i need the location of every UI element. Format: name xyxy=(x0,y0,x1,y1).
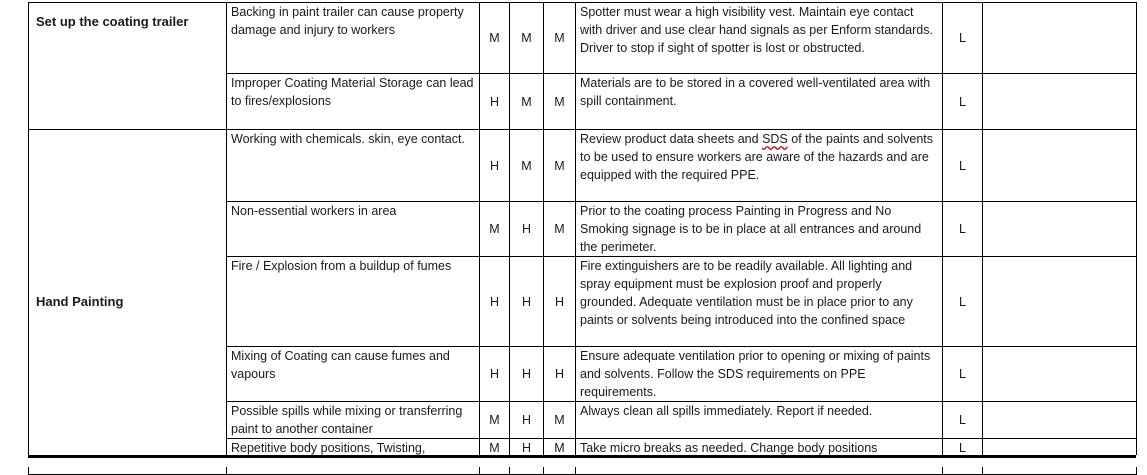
hazard-cell: Working with chemicals. skin, eye contact. xyxy=(227,130,480,202)
control-measure-cell: Spotter must wear a high visibility vest. Maintain eye contact with driver and use clear hand signals as per Enform standards. Driver to stop if sight of spotter is lost or obstructed. xyxy=(576,3,943,74)
blank-cell xyxy=(983,257,1137,347)
probability-rating: M xyxy=(510,74,544,130)
hazard-cell: Non-essential workers in area xyxy=(227,202,480,257)
control-measure-cell: Fire extinguishers are to be readily available. All lighting and spray equipment must be explosion proof and properly grounded. Adequate ventilation must be in place prior to any paints or solvents being introduced into the confined space xyxy=(576,257,943,347)
residual-risk-rating: L xyxy=(943,3,983,74)
severity-rating: H xyxy=(480,257,510,347)
severity-rating: M xyxy=(480,402,510,439)
risk-rating: M xyxy=(544,402,576,439)
residual-risk-rating: L xyxy=(943,74,983,130)
risk-rating: M xyxy=(544,74,576,130)
control-measure-cell: Take micro breaks as needed. Change body positions xyxy=(576,439,943,475)
control-measure-cell: Ensure adequate ventilation prior to opening or mixing of paints and solvents. Follow the SDS requirements on PPE requirements. xyxy=(576,347,943,402)
control-text: of the paints and solvents to be used to ensure workers are aware of the hazards and are equipped with the required PPE. xyxy=(580,132,933,182)
severity-rating: M xyxy=(480,202,510,257)
blank-cell xyxy=(983,402,1137,439)
probability-rating: M xyxy=(510,3,544,74)
residual-risk-rating: L xyxy=(943,130,983,202)
severity-rating: H xyxy=(480,130,510,202)
hazard-assessment-table xyxy=(28,2,1137,475)
probability-rating: H xyxy=(510,402,544,439)
severity-rating: M xyxy=(480,439,510,475)
task-step-cell: Hand Painting xyxy=(29,130,227,475)
blank-cell xyxy=(983,130,1137,202)
probability-rating: M xyxy=(510,130,544,202)
bottom-border xyxy=(28,455,1136,458)
risk-rating: M xyxy=(544,3,576,74)
hazard-cell: Backing in paint trailer can cause property damage and injury to workers xyxy=(227,3,480,74)
hazard-cell: Mixing of Coating can cause fumes and vapours xyxy=(227,347,480,402)
probability-rating: H xyxy=(510,347,544,402)
control-text: Review product data sheets and xyxy=(580,132,763,146)
severity-rating: H xyxy=(480,74,510,130)
task-step-cell: Set up the coating trailer xyxy=(29,3,227,130)
control-measure-cell: Prior to the coating process Painting in Progress and No Smoking signage is to be in place at all entrances and around the perimeter. xyxy=(576,202,943,257)
table-row xyxy=(29,3,1137,74)
risk-rating: M xyxy=(544,202,576,257)
probability-rating: H xyxy=(510,202,544,257)
risk-rating: H xyxy=(544,347,576,402)
blank-cell xyxy=(983,347,1137,402)
severity-rating: M xyxy=(480,3,510,74)
probability-rating: H xyxy=(510,439,544,475)
hazard-cell: Improper Coating Material Storage can lead to fires/explosions xyxy=(227,74,480,130)
hazard-cell: Repetitive body positions, Twisting, xyxy=(227,439,480,475)
sds-spellcheck-word: SDS xyxy=(762,132,788,146)
risk-rating: M xyxy=(544,439,576,475)
table-row xyxy=(29,130,1137,202)
residual-risk-rating: L xyxy=(943,347,983,402)
blank-cell xyxy=(983,202,1137,257)
probability-rating: H xyxy=(510,257,544,347)
severity-rating: H xyxy=(480,347,510,402)
risk-rating: H xyxy=(544,257,576,347)
hazard-cell: Possible spills while mixing or transferring paint to another container xyxy=(227,402,480,439)
blank-cell xyxy=(983,74,1137,130)
risk-rating: M xyxy=(544,130,576,202)
residual-risk-rating: L xyxy=(943,202,983,257)
residual-risk-rating: L xyxy=(943,257,983,347)
control-measure-cell xyxy=(576,130,943,202)
control-measure-cell: Always clean all spills immediately. Report if needed. xyxy=(576,402,943,439)
blank-cell xyxy=(983,3,1137,74)
residual-risk-rating: L xyxy=(943,402,983,439)
residual-risk-rating: L xyxy=(943,439,983,475)
hazard-cell: Fire / Explosion from a buildup of fumes xyxy=(227,257,480,347)
control-measure-cell: Materials are to be stored in a covered well-ventilated area with spill containment. xyxy=(576,74,943,130)
